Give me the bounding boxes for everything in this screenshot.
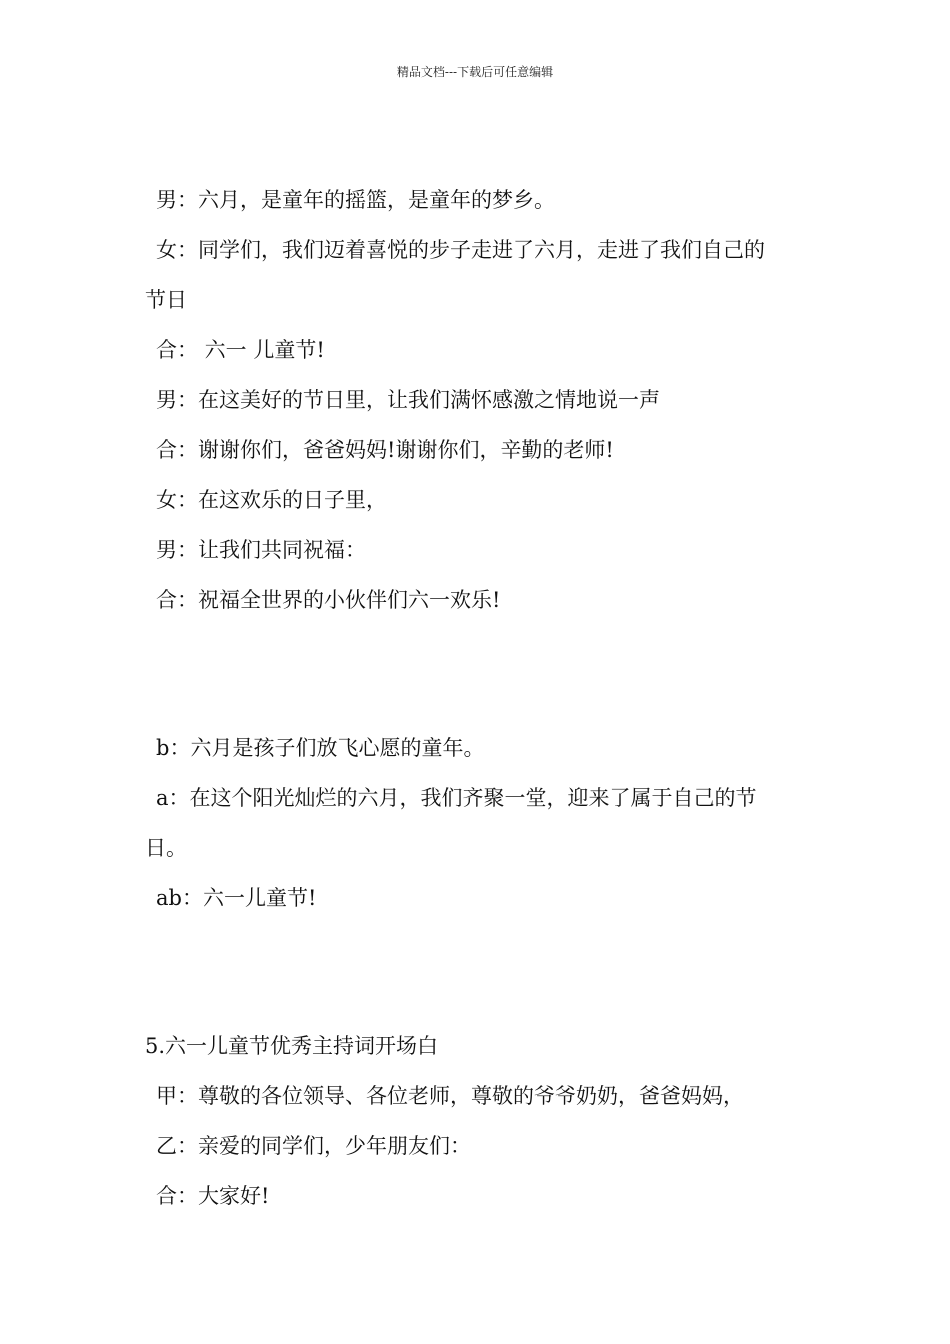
text-line: ab：六一儿童节! [156, 886, 317, 910]
text-line: 合：祝福全世界的小伙伴们六一欢乐! [156, 588, 501, 612]
text-line: 合：大家好! [156, 1184, 270, 1208]
text-line: a：在这个阳光灿烂的六月，我们齐聚一堂，迎来了属于自己的节 [156, 786, 757, 810]
text-line: 节日 [145, 288, 187, 312]
section-heading: 5.六一儿童节优秀主持词开场白 [145, 1034, 439, 1058]
text-line: 乙：亲爱的同学们，少年朋友们： [156, 1134, 471, 1158]
text-line: b：六月是孩子们放飞心愿的童年。 [156, 736, 485, 760]
text-line: 合： 六一 儿童节! [156, 338, 325, 362]
text-line: 男：让我们共同祝福： [156, 538, 366, 562]
text-line: 合：谢谢你们，爸爸妈妈!谢谢你们，辛勤的老师! [156, 438, 614, 462]
text-line: 日。 [145, 836, 187, 860]
text-line: 男：六月，是童年的摇篮，是童年的梦乡。 [156, 188, 555, 212]
text-line: 甲：尊敬的各位领导、各位老师，尊敬的爷爷奶奶，爸爸妈妈， [156, 1084, 744, 1108]
text-line: 女：同学们，我们迈着喜悦的步子走进了六月，走进了我们自己的 [156, 238, 765, 262]
page-header: 精品文档---下载后可任意编辑 [396, 65, 554, 79]
text-line: 女：在这欢乐的日子里， [156, 488, 387, 512]
text-line: 男：在这美好的节日里，让我们满怀感激之情地说一声 [156, 388, 660, 412]
